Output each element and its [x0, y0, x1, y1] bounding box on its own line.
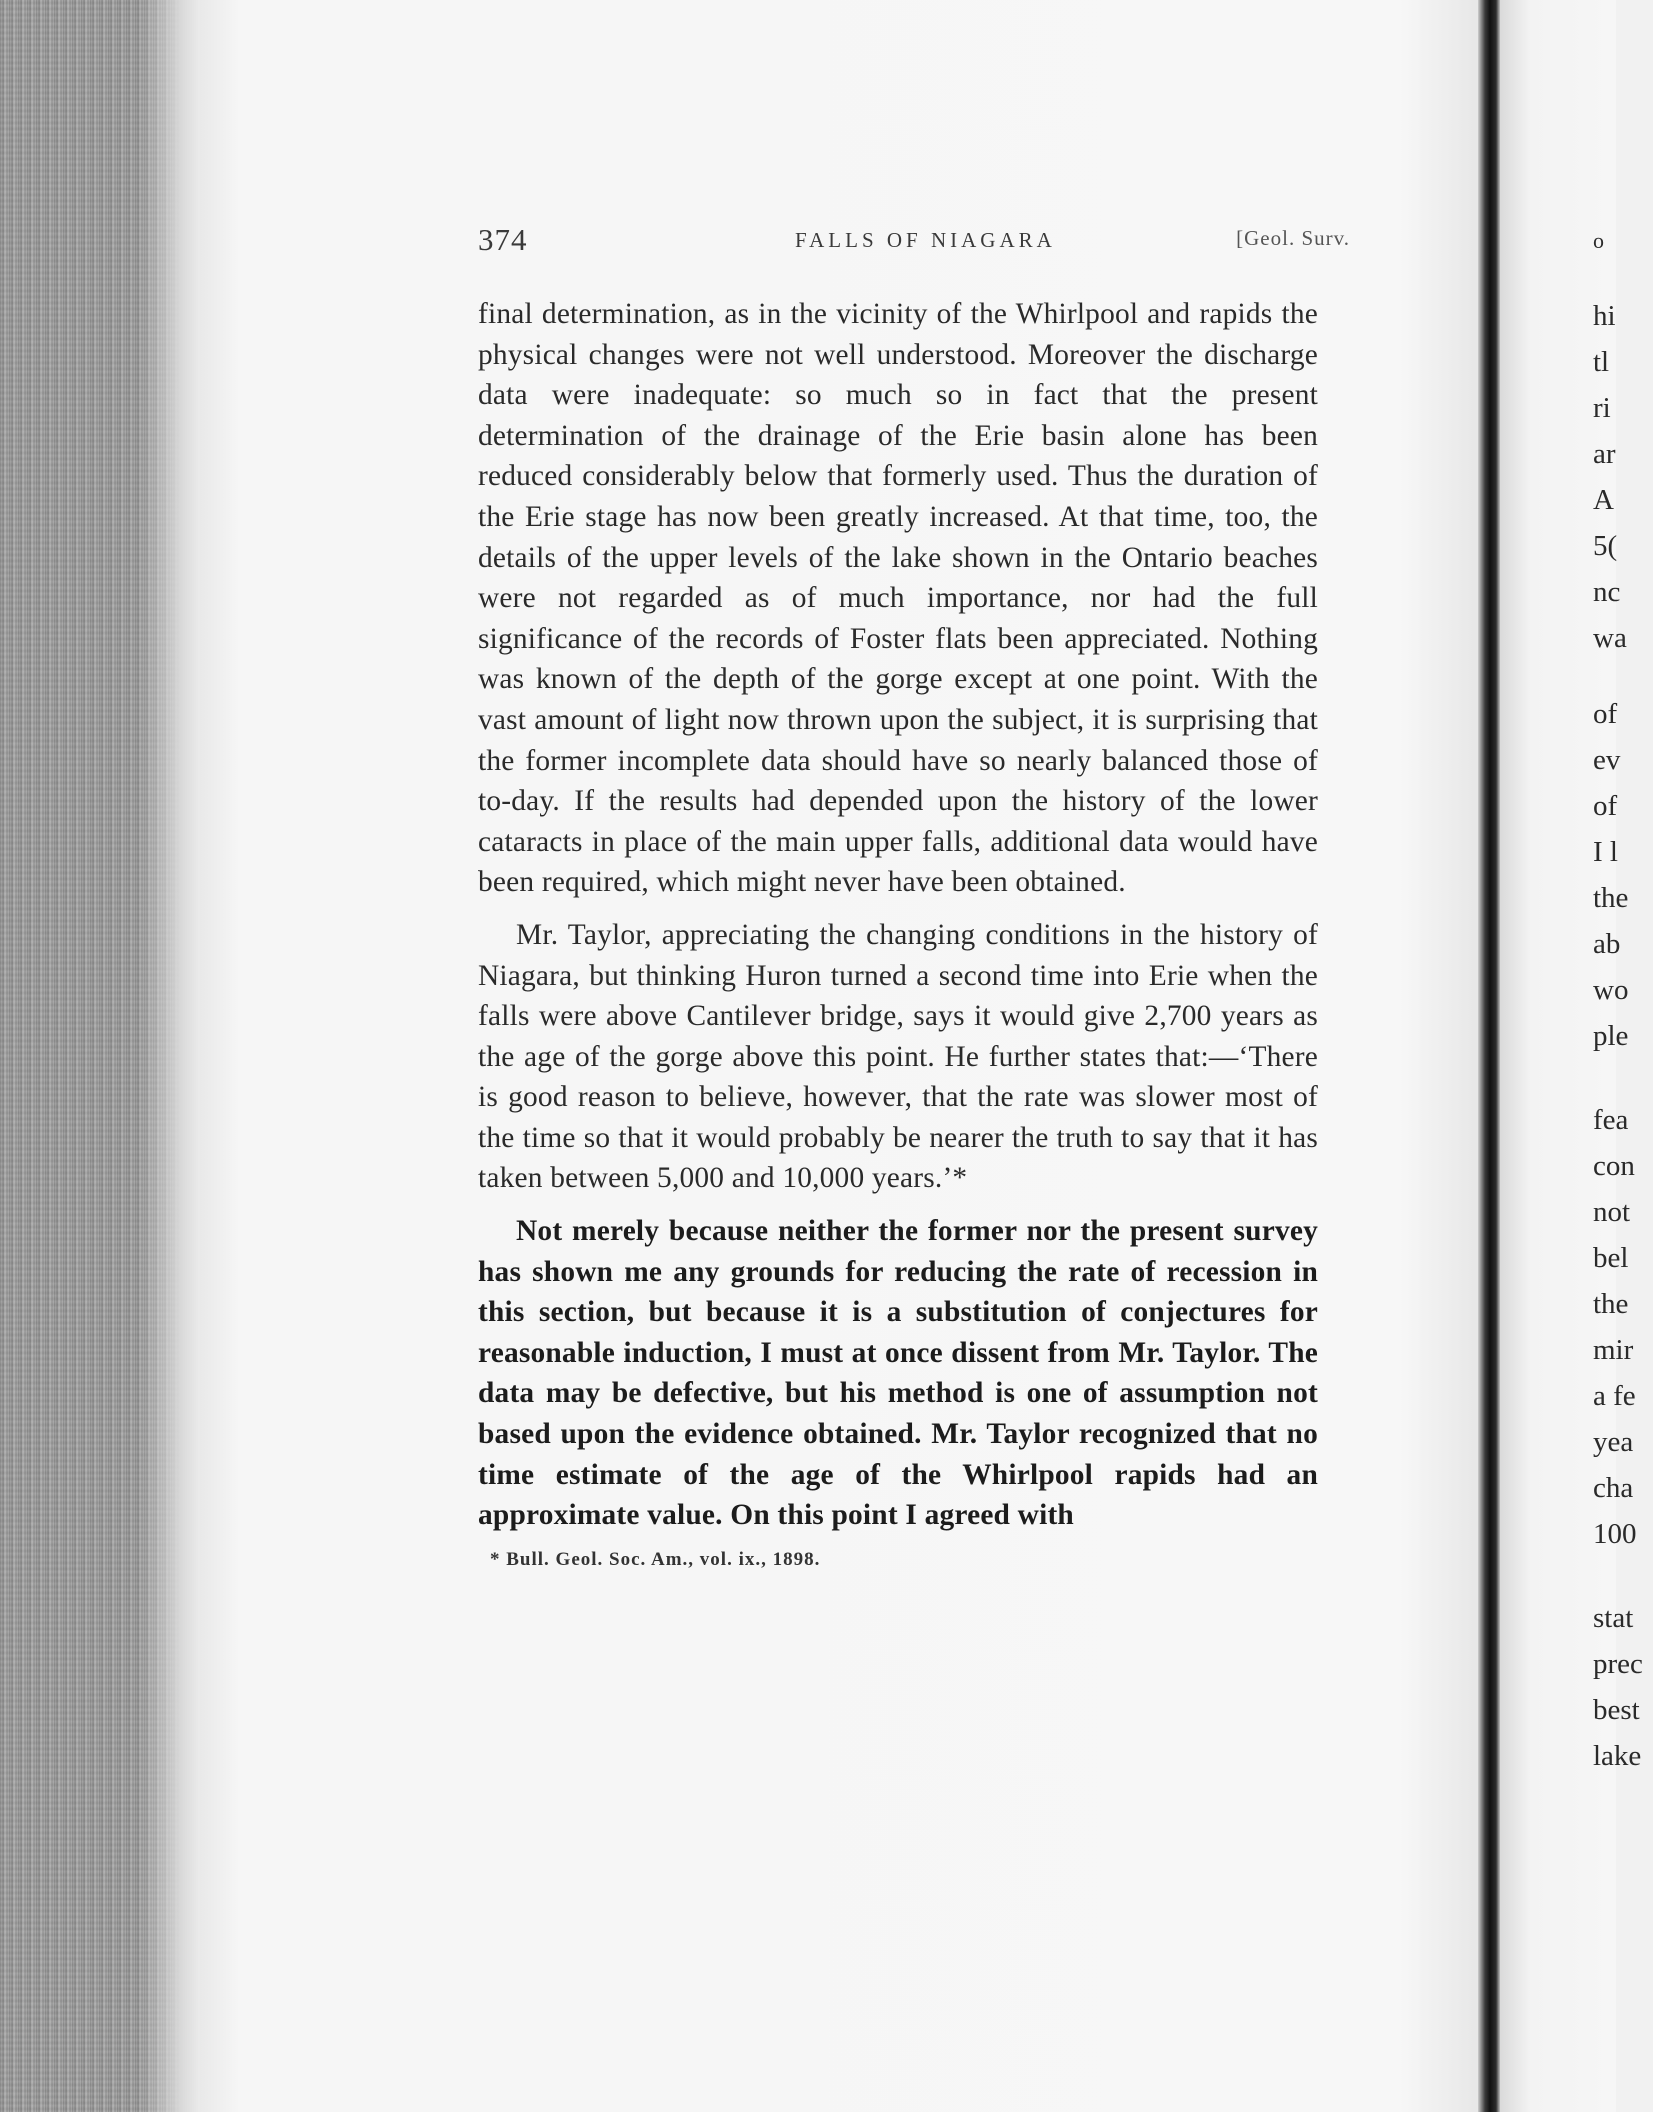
- right-page-fragment: cha: [1593, 1472, 1634, 1504]
- book-page-edges: [0, 0, 200, 2112]
- right-page-fragment: ar: [1593, 438, 1616, 470]
- right-page-fragment: mir: [1593, 1334, 1634, 1366]
- right-page-fragment: con: [1593, 1150, 1635, 1182]
- right-page-fragment: 5(: [1593, 530, 1618, 562]
- page-number: 374: [478, 222, 528, 257]
- running-head: [478, 222, 1350, 262]
- running-head-right: [Geol. Surv.: [1236, 226, 1350, 250]
- right-page-fragment: prec: [1593, 1648, 1643, 1680]
- right-page-fragment: best: [1593, 1694, 1640, 1726]
- running-title: FALLS OF NIAGARA: [795, 228, 1056, 252]
- right-page-fragment: stat: [1593, 1602, 1634, 1634]
- right-page-fragment: I l: [1593, 836, 1618, 868]
- right-page-fragment: wo: [1593, 974, 1629, 1006]
- right-page-fragment: ri: [1593, 392, 1611, 424]
- right-page-fragment: ple: [1593, 1020, 1629, 1052]
- right-page-fragment: nc: [1593, 576, 1621, 608]
- right-page-fragment: a fe: [1593, 1380, 1636, 1412]
- right-page-fragment: wa: [1593, 622, 1627, 654]
- right-page-fragment: tl: [1593, 346, 1610, 378]
- page-content: [478, 222, 1350, 1571]
- right-page-fragment: yea: [1593, 1426, 1634, 1458]
- book-spine: [1478, 0, 1500, 2112]
- right-page-fragment: not: [1593, 1196, 1631, 1228]
- right-page-fragment: 100: [1593, 1518, 1637, 1550]
- right-page-fragment: of: [1593, 790, 1618, 822]
- right-page-fragment: ab: [1593, 928, 1621, 960]
- right-page-fragment: fea: [1593, 1104, 1629, 1136]
- right-page-fragment: ev: [1593, 744, 1621, 776]
- right-page-fragment: bel: [1593, 1242, 1629, 1274]
- right-page-fragment: of: [1593, 698, 1618, 730]
- paragraph: Mr. Taylor, appreciating the changing conditions in the history of Niagara, but thinking Huron turned a second time into Erie when the falls were above Cantilever bridge, says it would give 2,700 years as the age of the gorge above this point. He further states that:—‘There is good reason to believe, however, that the rate was slower most of the time so that it would probably be nearer the truth to say that it has taken between 5,000 and 10,000 years.’*: [478, 918, 1318, 1195]
- body-text: [478, 294, 1318, 1536]
- paragraph: final determination, as in the vicinity of the Whirlpool and rapids the physical changes were not well understood. Moreover the discharge data were inadequate: so much so in fact that the present determination of the drainage of the Erie basin alone has been reduced considerably below that formerly used. Thus the duration of the Erie stage has now been greatly increased. At that time, too, the details of the upper levels of the lake shown in the Ontario beaches were not regarded as of much importance, nor had the full significance of the records of Foster flats been appreciated. Nothing was known of the depth of the gorge except at one point. With the vast amount of light now thrown upon the subject, it is surprising that the former incomplete data should have so nearly balanced those of to-day. If the results had depended upon the history of the lower cataracts in place of the main upper falls, additional data would have been required, which might never have been obtained.: [478, 298, 1318, 899]
- right-page-fragment: o: [1593, 228, 1604, 253]
- footnote: * Bull. Geol. Soc. Am., vol. ix., 1898.: [490, 1548, 821, 1570]
- paragraph: Not merely because neither the former nor the present survey has shown me any grounds for reducing the rate of recession in this section, but because it is a substitution of conjectures for reasonable induction, I must at once dissent from Mr. Taylor. The data may be defective, but his method is one of assumption not based upon the evidence obtained. Mr. Taylor recognized that no time estimate of the age of the Whirlpool rapids had an approximate value. On this point I agreed with: [478, 1215, 1318, 1532]
- right-page-fragment: the: [1593, 1288, 1629, 1320]
- right-page-fragment: A: [1593, 484, 1614, 516]
- right-page-fragment: the: [1593, 882, 1629, 914]
- right-page-fragment: lake: [1593, 1740, 1642, 1772]
- right-page-fragment: hi: [1593, 300, 1616, 332]
